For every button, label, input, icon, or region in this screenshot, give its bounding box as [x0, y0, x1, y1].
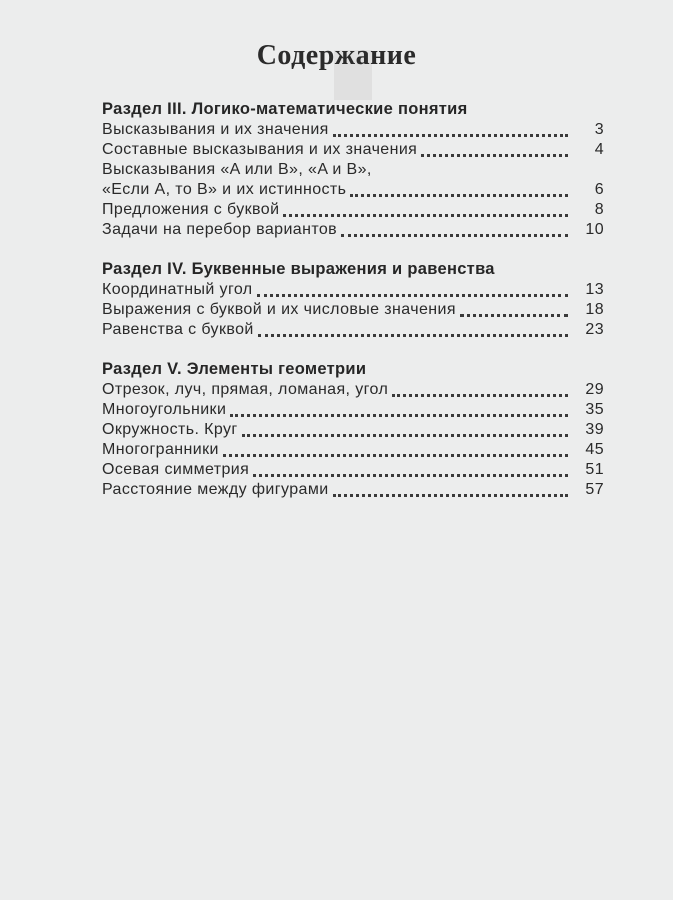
toc-entry: [102, 300, 604, 320]
entry-label: «Если A, то B» и их истинность: [102, 181, 347, 198]
dot-leader: [392, 382, 568, 397]
dot-leader: [421, 142, 568, 157]
entry-page: 18: [585, 301, 604, 318]
dot-leader: [258, 322, 568, 337]
dot-leader: [242, 422, 568, 437]
section-spacer: [102, 240, 604, 258]
entry-label: Составные высказывания и их значения: [102, 141, 418, 158]
entry-label: Окружность. Круг: [102, 421, 238, 438]
entry-label: Многогранники: [102, 441, 219, 458]
toc-entry: [102, 280, 604, 300]
entry-label: Предложения с буквой: [102, 201, 280, 218]
toc-entry: [102, 400, 604, 420]
entry-label: Задачи на перебор вариантов: [102, 221, 338, 238]
entry-page: 13: [585, 281, 604, 298]
dot-leader: [283, 202, 568, 217]
toc-entry: [102, 140, 604, 160]
dot-leader: [350, 182, 568, 197]
entry-label: Расстояние между фигурами: [102, 481, 329, 498]
toc-entry: [102, 180, 604, 200]
entry-page: 29: [585, 381, 604, 398]
toc-entry: [102, 380, 604, 400]
entry-page: 6: [594, 181, 604, 198]
entry-label: Координатный угол: [102, 281, 253, 298]
entry-label: Высказывания и их значения: [102, 121, 329, 138]
toc-entry: [102, 440, 604, 460]
entry-label: Отрезок, луч, прямая, ломаная, угол: [102, 381, 389, 398]
entry-page: 45: [585, 441, 604, 458]
entry-page: 39: [585, 421, 604, 438]
toc-entry: [102, 160, 604, 180]
dot-leader: [223, 442, 568, 457]
toc-entry: [102, 320, 604, 340]
entry-page: 4: [594, 141, 604, 158]
entry-label: Многоугольники: [102, 401, 227, 418]
toc-section-5: [102, 358, 604, 500]
toc-entry: [102, 200, 604, 220]
entry-page: 51: [585, 461, 604, 478]
entry-label: Равенства с буквой: [102, 321, 254, 338]
dot-leader: [257, 282, 568, 297]
toc-entry: [102, 220, 604, 240]
toc-entry: [102, 420, 604, 440]
section-heading: Раздел IV. Буквенные выражения и равенства: [102, 260, 495, 278]
dot-leader: [333, 482, 568, 497]
page-title: Содержание: [256, 40, 417, 71]
table-of-contents: [102, 98, 604, 500]
section-heading: Раздел V. Элементы геометрии: [102, 360, 367, 378]
entry-page: 10: [585, 221, 604, 238]
entry-page: 8: [594, 201, 604, 218]
entry-page: 35: [585, 401, 604, 418]
section-spacer: [102, 340, 604, 358]
toc-entry: [102, 460, 604, 480]
dot-leader: [253, 462, 568, 477]
toc-entry: [102, 480, 604, 500]
dot-leader: [341, 222, 568, 237]
dot-leader: [230, 402, 568, 417]
entry-label: Высказывания «A или B», «A и B»,: [102, 161, 372, 178]
section-heading: Раздел III. Логико-математические понятия: [102, 100, 468, 118]
no-leader: [376, 163, 568, 175]
toc-section-3: [102, 98, 604, 240]
entry-page: 23: [585, 321, 604, 338]
entry-page: 3: [594, 121, 604, 138]
toc-entry: [102, 120, 604, 140]
toc-section-4: [102, 258, 604, 340]
entry-page: 57: [585, 481, 604, 498]
entry-label: Выражения с буквой и их числовые значения: [102, 301, 456, 318]
dot-leader: [333, 122, 568, 137]
entry-label: Осевая симметрия: [102, 461, 250, 478]
dot-leader: [460, 302, 568, 317]
